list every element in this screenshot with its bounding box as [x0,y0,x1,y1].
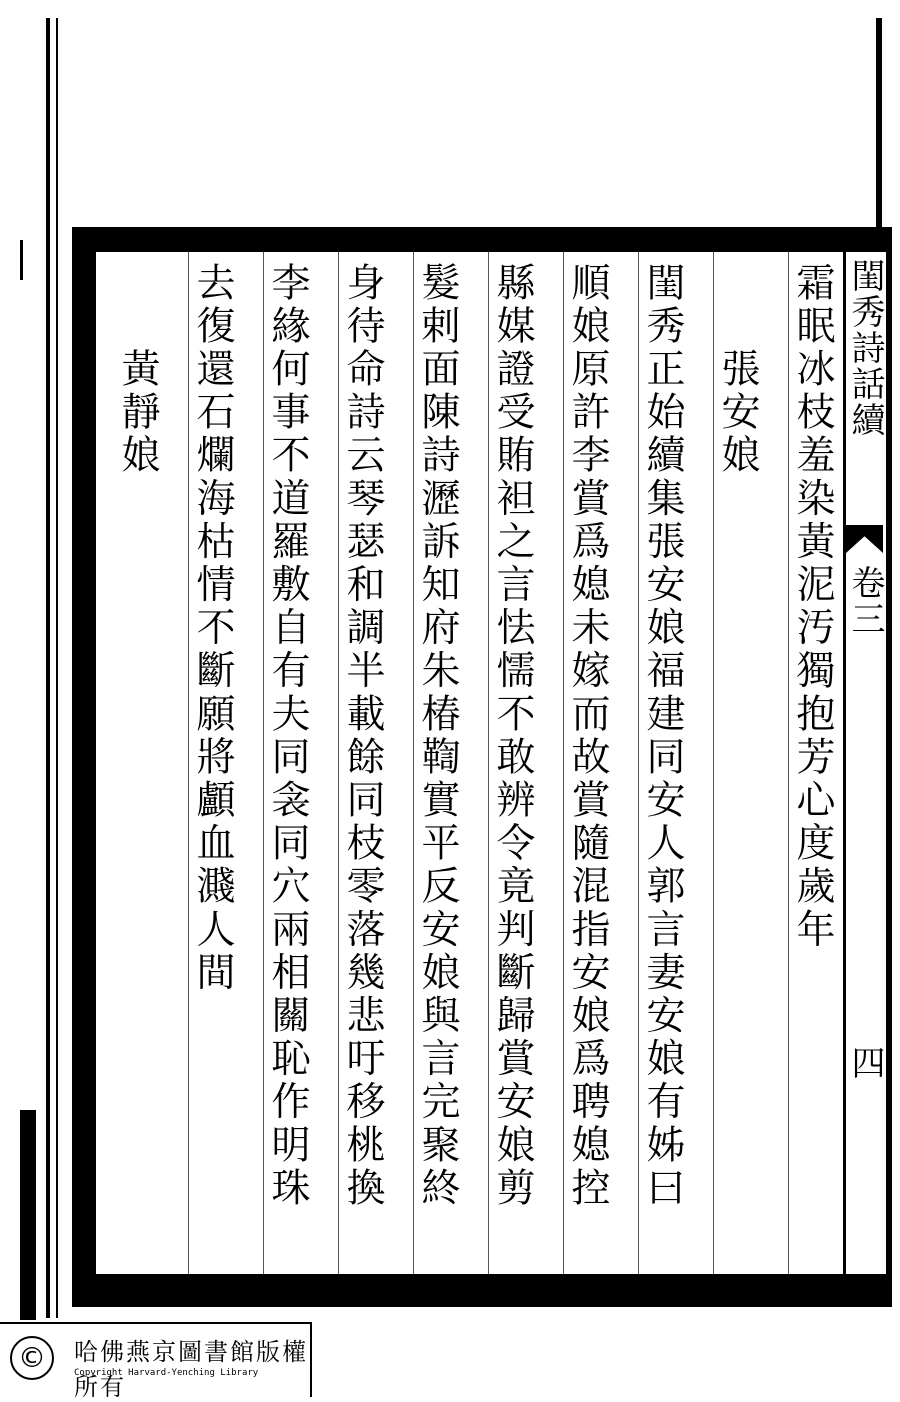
column-rule [338,252,339,1274]
margin-page-number: 四 [845,1045,885,1081]
column-rule [488,252,489,1274]
text-column-4: 順娘原許李賞爲媳未嫁而故賞隨混指安娘爲聘媳控 [565,262,610,1211]
column-rule [713,252,714,1274]
column-rule [413,252,414,1274]
column-rule [263,252,264,1274]
margin-title: 閨秀詩話續 [845,258,885,438]
text-column-6: 髮剌面陳詩瀝訴知府朱椿鞫實平反安娘與言完聚終 [415,262,460,1211]
text-column-9: 去復還石爛海枯情不斷願將顱血濺人間 [190,262,235,995]
text-column-10: 黃靜娘 [115,262,160,478]
page-edge-line [20,1110,36,1320]
text-column-3: 閨秀正始續集張安娘福建同安人郭言妻安娘有姊曰 [640,262,685,1211]
copyright-icon: © [10,1336,54,1380]
text-column-2: 張安娘 [715,262,760,478]
page-edge-line [876,18,882,233]
column-rule [788,252,789,1274]
page-edge-line [56,18,58,1318]
margin-juan: 卷三 [845,565,885,637]
copyright-english: Copyright Harvard-Yenching Library [74,1368,259,1378]
text-column-5: 縣媒證受賄袒之言怯懦不敢辨令竟判斷歸賞安娘剪 [490,262,535,1211]
page-edge-line [20,240,23,280]
page-edge-line [46,18,50,1318]
text-column-1: 霜眠冰枝羞染黃泥汚獨抱芳心度歲年 [790,262,835,952]
column-rule [563,252,564,1274]
text-column-7: 身待命詩云琴瑟和調半載餘同枝零落幾悲吁移桃換 [340,262,385,1211]
copyright-stamp [0,1322,312,1401]
column-rule [638,252,639,1274]
column-rule [188,252,189,1274]
copyright-chinese: 哈佛燕京圖書館版權所有 [74,1338,308,1401]
text-column-8: 李緣何事不道羅敷自有夫同衾同穴兩相關恥作明珠 [265,262,310,1211]
frame-bottom-bar [96,1274,843,1304]
